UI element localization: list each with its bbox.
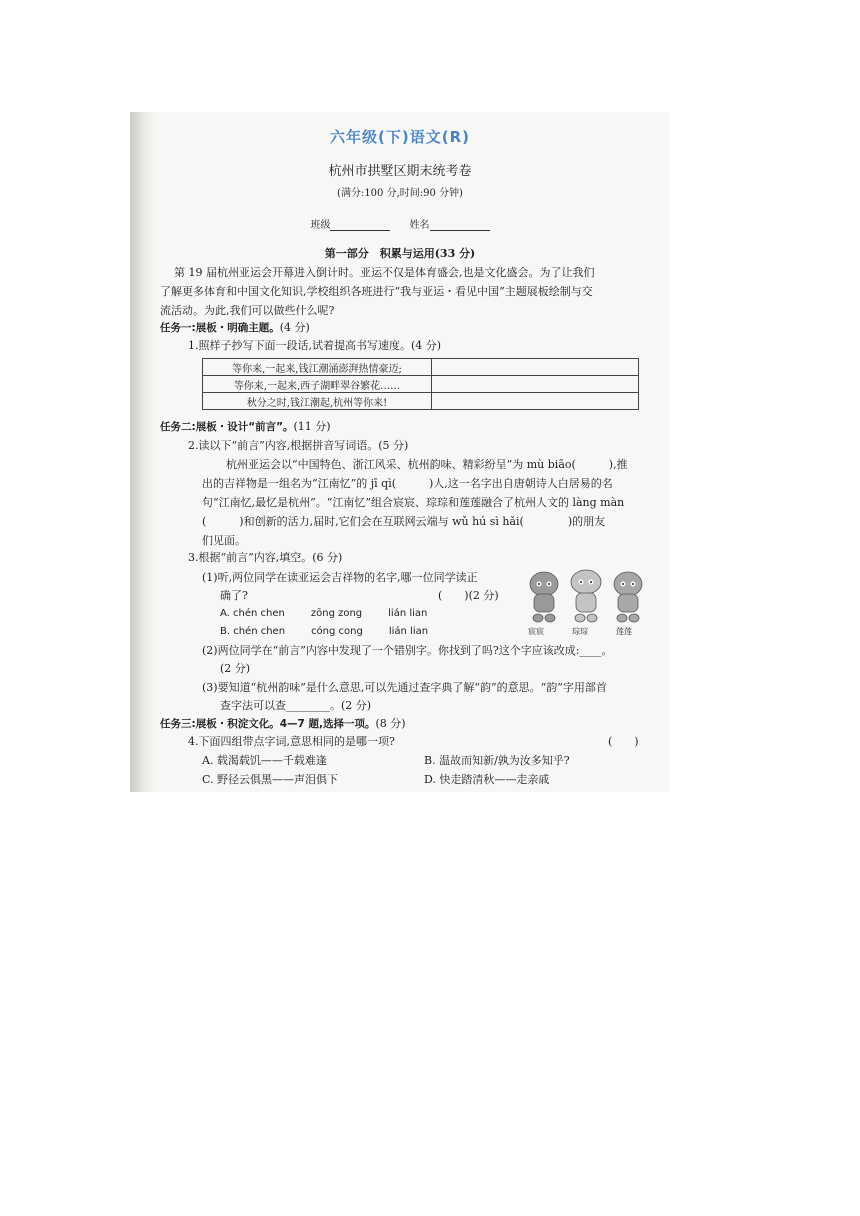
task3-heading	[160, 716, 406, 732]
q2-text: 2.读以下“前言”内容,根据拼音写词语。(5 分)	[188, 439, 409, 452]
q1-text: 1.照样子抄写下面一段话,试着提高书写速度。(4 分)	[188, 339, 442, 352]
copy-source-line-3: 秋分之时,钱江潮起,杭州等你来!	[203, 393, 432, 410]
copy-source-line-2: 等你来,一起来,西子湖畔翠谷繁花……	[203, 376, 432, 393]
class-label: 班级	[310, 220, 331, 231]
name-label: 姓名	[409, 220, 430, 231]
task3-score: (8 分)	[375, 717, 406, 730]
task3-title: 任务三:展板・积淀文化。4—7 题,选择一项。	[160, 718, 376, 730]
intro-line-3: 流活动。为此,我们可以做些什么呢?	[160, 304, 335, 317]
q4-text: 4.下面四组带点字词,意思相同的是哪一项?	[188, 735, 395, 748]
q4-option-a[interactable]: A. 载渴载饥——千载难逢	[202, 754, 327, 767]
copy-source-line-1: 等你来,一起来,钱江潮涌澎湃热情豪迈;	[203, 359, 432, 376]
option-b-part-1: B. chén chen	[220, 626, 286, 637]
q4-option-d[interactable]: D. 快走踏清秋——走亲戚	[424, 773, 550, 786]
q2-line-5: 们见面。	[202, 534, 246, 547]
mascot-image-group	[522, 568, 652, 638]
paper-score-time: (满分:100 分,时间:90 分钟)	[337, 188, 463, 199]
option-a-part-3: lián lian	[388, 608, 428, 619]
paper-exam-title: 杭州市拱墅区期末统考卷	[328, 164, 472, 179]
task2-score: (11 分)	[293, 420, 331, 433]
option-a-part-2: zōng zong	[310, 608, 363, 619]
class-blank[interactable]	[330, 219, 390, 231]
task1-score: (4 分)	[279, 321, 310, 334]
q3-1-line-2: 确了?	[220, 589, 248, 602]
q3-2-line-1: (2)两位同学在“前言”内容中发现了一个错别字。你找到了吗?这个字应该改成:____。	[202, 644, 613, 657]
q3-1-line-1: (1)听,两位同学在读亚运会吉祥物的名字,哪一位同学读正	[202, 571, 478, 584]
copy-table	[202, 358, 639, 410]
student-info-line	[130, 216, 670, 231]
copy-answer-cell-3[interactable]	[432, 393, 639, 410]
option-a-part-1: A. chén chen	[220, 608, 285, 619]
q3-3-line-1: (3)要知道“杭州韵味”是什么意思,可以先通过查字典了解“韵”的意思。“韵”字用部首	[202, 681, 607, 694]
paper-grade-title: 六年级(下)语文(R)	[330, 128, 470, 146]
intro-line-1: 第 19 届杭州亚运会开幕进入倒计时。亚运不仅是体育盛会,也是文化盛会。为了让我们	[174, 266, 595, 279]
q2-line-4: ( )和创新的活力,届时,它们会在互联网云端与 wǔ hú sì hǎi( )的朋友	[202, 515, 606, 528]
mascot-caption-2: 琮琮	[572, 627, 588, 636]
q3-1-option-a[interactable]	[220, 606, 427, 621]
q3-1-option-b[interactable]	[220, 624, 428, 639]
scan-shadow-edge	[130, 112, 156, 792]
option-b-part-2: cóng cong	[311, 626, 363, 637]
q4-option-c[interactable]: C. 野径云俱黑——声泪俱下	[202, 773, 339, 786]
q2-line-1: 杭州亚运会以“中国特色、浙江风采、杭州韵味、精彩纷呈”为 mù biāo( ),推	[226, 458, 628, 471]
q3-text: 3.根据“前言”内容,填空。(6 分)	[188, 551, 343, 564]
task2-title: 任务二:展板・设计“前言”。	[160, 421, 294, 433]
mascot-figures-icon	[522, 568, 652, 624]
copy-answer-cell-2[interactable]	[432, 376, 639, 393]
task1-title: 任务一:展板・明确主题。	[160, 322, 280, 334]
q4-option-b[interactable]: B. 温故而知新/孰为汝多知乎?	[424, 754, 570, 767]
task2-heading	[160, 419, 331, 435]
task1-heading	[160, 320, 310, 336]
copy-answer-cell-1[interactable]	[432, 359, 639, 376]
part1-title: 第一部分 积累与运用(33 分)	[324, 247, 476, 260]
intro-line-2: 了解更多体育和中国文化知识,学校组织各班进行“我与亚运・看见中国”主题展板绘制与交	[160, 285, 593, 298]
q4-answer-paren[interactable]: ( )	[608, 735, 639, 748]
mascot-caption-3: 莲莲	[616, 627, 632, 636]
q3-3-line-2: 查字法可以查________。(2 分)	[220, 699, 372, 712]
q3-2-line-2: (2 分)	[220, 662, 251, 675]
mascot-caption-1: 宸宸	[528, 627, 544, 636]
q2-line-2: 出的吉祥物是一组名为“江南忆”的 jī qì( )人,这一名字出自唐朝诗人白居易的名	[202, 477, 613, 490]
option-b-part-3: lián lian	[388, 626, 429, 637]
name-blank[interactable]	[430, 219, 490, 231]
exam-paper-scan	[130, 112, 670, 792]
q3-1-answer-paren[interactable]: ( )(2 分)	[438, 589, 499, 602]
q2-line-3: 句“江南忆,最忆是杭州”。“江南忆”组合宸宸、琮琮和莲莲融合了杭州人文的 làng màn	[202, 496, 625, 509]
